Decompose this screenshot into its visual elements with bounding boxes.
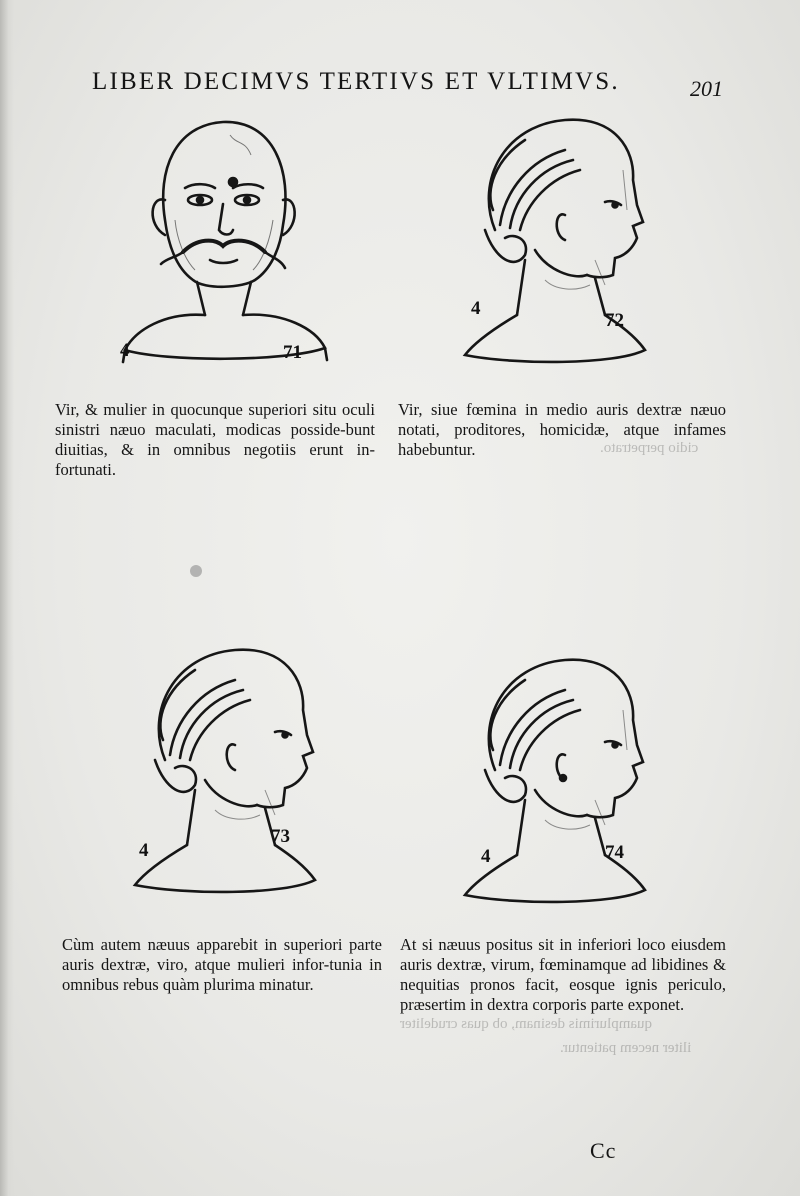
figure-label: 4 [471,298,481,319]
running-head: LIBER DECIMVS TERTIVS ET VLTIMVS. [92,68,620,95]
figure-label: 72 [605,310,624,331]
figure-caption: At si næuus positus sit in inferiori loco eiusdem auris dextræ, virum, fœminamque ad libidines & nequitias pronos facit, eosque ignis periculo, præsertim in dextra corporis parte exponet. [400,935,726,1014]
woodcut-figure-73 [125,640,365,930]
frontal-head-woodcut [105,100,345,390]
signature-mark: Cc [590,1138,617,1163]
figure-caption: Cùm autem næuus apparebit in superiori parte auris dextræ, viro, atque mulieri infor-tunia in omnibus rebus quàm plurima minatur. [62,935,382,994]
figure-label: 71 [283,342,302,363]
figure-caption: Vir, siue fœmina in medio auris dextræ næuo notati, proditores, homicidæ, atque infames habebuntur. [398,400,726,459]
woodcut-figure-74 [455,650,695,940]
woodcut-figure-71 [105,100,345,390]
figure-label: 73 [271,826,290,847]
page-number: 201 [690,76,723,101]
bleed-through-text: iliter necem patientur. [560,1040,692,1056]
figure-label: 4 [139,840,149,861]
page-gutter-shadow [0,0,14,1196]
bleed-through-text: quamplurimis desinam, ob quas crudeliter [400,1016,653,1032]
profile-head-woodcut [455,650,695,940]
figure-label: 4 [481,846,491,867]
woodcut-figure-72 [455,110,695,400]
profile-head-woodcut [125,640,365,930]
figure-label: 74 [605,842,624,863]
profile-head-woodcut [455,110,695,400]
figure-caption: Vir, & mulier in quocunque superiori situ oculi sinistri næuo maculati, modicas posside-bunt diuitias, & in omnibus negotiis erunt in-fortunati. [55,400,375,479]
figure-label: 4 [120,340,130,361]
ink-spot [190,565,202,577]
bleed-through-text: cidio perpetrato. [600,440,699,456]
